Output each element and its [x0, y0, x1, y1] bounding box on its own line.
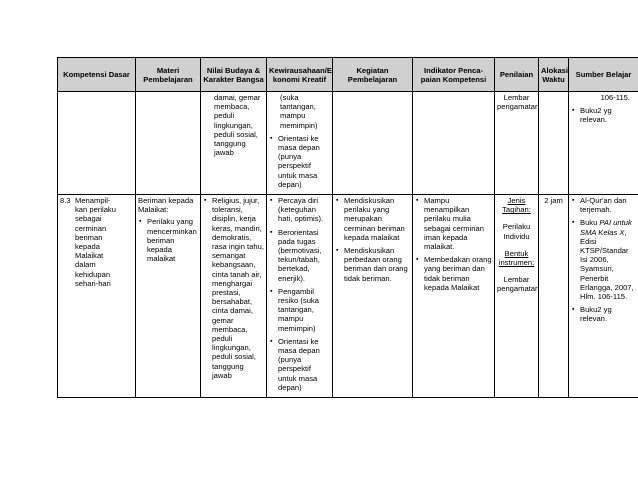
list-item: ▪ Mendiskusikan perilaku yang merupakan cerminan beriman kepada malaikat: [344, 196, 410, 242]
sumber-list: [571, 196, 636, 324]
row1-nilai-cell: [201, 92, 267, 195]
header-indikator: Indikator Penca-paian Kompetensi: [413, 58, 495, 92]
list-item: ▪ Membedakan orang yang beriman dan tidak beriman kepada Malaikat: [424, 255, 492, 292]
alokasi-value: 2 jam: [544, 196, 563, 206]
penilaian-jenis-label: Jenis Tagihan:: [502, 196, 531, 215]
list-item: [580, 218, 636, 301]
sumber-buku-rest: , Edisi KTSP/Standar Isi 2006, Syamsuri, Penerbit Erlangga, 2007, Hlm. 106-115.: [580, 227, 634, 302]
header-penilaian: Penilaian: [495, 58, 539, 92]
list-item: ▪ Percaya diri (keteguhan hati, optimis).: [278, 196, 330, 224]
list-item: ▪ Pengambil resiko (suka tantangan, mampu memimpin): [278, 287, 330, 333]
penilaian-jenis-value: Perilaku Individu: [502, 222, 531, 241]
row2-nilai-cell: [201, 195, 267, 398]
header-materi: Materi Pembelajaran: [136, 58, 201, 92]
nilai-list: [203, 196, 264, 380]
row2-indikator-cell: [413, 195, 495, 398]
list-item: ▪ Mampu menampilkan perilaku mulia sebagai cerminan iman kepada malaikat.: [424, 196, 492, 251]
row1-kewirausahaan-cell: [267, 92, 333, 195]
table-row: [58, 195, 638, 398]
list-item: ▪ Buku2 yg relevan.: [580, 106, 636, 124]
row1-alokasi-cell: [539, 92, 569, 195]
kegiatan-list: [335, 196, 410, 283]
list-item: ▪ Berorientasi pada tugas (bermotivasi, tekun/tabah, bertekad, enerjik).: [278, 228, 330, 283]
list-item: ▪ Orientasi ke masa depan (punya perspektif untuk masa depan): [278, 337, 330, 392]
kewirausahaan-list: [269, 196, 330, 392]
row1-kegiatan-cell: [333, 92, 413, 195]
header-row: [58, 58, 638, 92]
materi-list: [138, 217, 198, 263]
row2-kewirausahaan-cell: [267, 195, 333, 398]
list-item: ▪ Al-Qur'an dan terjemah.: [580, 196, 636, 214]
row1-kd-cell: [58, 92, 136, 195]
indikator-list: [415, 196, 492, 292]
row1-sumber-list: [571, 106, 636, 124]
row2-sumber-cell: [569, 195, 638, 398]
row1-penilaian-cell: [495, 92, 539, 195]
silabus-table: [57, 57, 638, 398]
row1-sumber-cell: [569, 92, 638, 195]
row1-penilaian-text: Lembar pengamatan: [497, 93, 540, 112]
list-item: ▪ Perilaku yang mencerminkan beriman kepada malaikat: [147, 217, 198, 263]
list-item: ▪ Buku2 yg relevan.: [580, 305, 636, 323]
kd-text: Menampil-kan perilaku sebagai cerminan beriman kepada Malaikat dalam kehidupan sehari-hari: [75, 196, 116, 288]
header-kompetensi-dasar: Kompetensi Dasar: [58, 58, 136, 92]
kd-number: 8.3: [60, 196, 71, 206]
list-item: ▪ Religius, jujur, toleransi, disiplin, kerja keras, mandiri, demokratis, rasa ingin tahu, semangat kebangsaan, cinta tanah air, menghargai prestasi, bersahabat, cinta damai, gemar membaca, peduli lingkungan, peduli sosial, tanggung jawab: [212, 196, 264, 380]
row2-materi-cell: [136, 195, 201, 398]
header-kegiatan: Kegiatan Pembelajaran: [333, 58, 413, 92]
sumber-buku-title: PAI untuk SMA Kelas X: [580, 218, 632, 237]
penilaian-bentuk-label: Bentuk instrumen:: [498, 248, 535, 268]
row1-kewirausahaan-list: [269, 134, 330, 189]
penilaian-bentuk-value: Lembar pengamatan: [497, 275, 540, 294]
list-item: ▪ Mendiskusikan perbedaan orang beriman dan orang tidak beriman.: [344, 246, 410, 283]
sumber-buku-prefix: Buku: [580, 218, 600, 228]
row2-kd-cell: [58, 195, 136, 398]
header-kewirausahaan: Kewirausahaan/E konomi Kreatif: [267, 58, 333, 92]
row2-kegiatan-cell: [333, 195, 413, 398]
row1-indikator-cell: [413, 92, 495, 195]
row1-nilai-text: damai, gemar membaca, peduli lingkungan, peduli sosial, tanggung jawab: [214, 93, 261, 158]
row1-sumber-cont: 106-115.: [600, 93, 630, 102]
materi-title: Beriman kepada Malaikat:: [138, 196, 194, 215]
list-item: ▪ Orientasi ke masa depan (punya perspektif untuk masa depan): [278, 134, 330, 189]
row1-materi-cell: [136, 92, 201, 195]
header-sumber: Sumber Belajar: [569, 58, 638, 92]
row2-alokasi-cell: [539, 195, 569, 398]
header-alokasi: Alokasi Waktu: [539, 58, 569, 92]
table-row: [58, 92, 638, 195]
header-nilai: Nilai Budaya & Karakter Bangsa: [201, 58, 267, 92]
row2-penilaian-cell: [495, 195, 539, 398]
row1-kewirausahaan-cont: (suka tantangan, mampu memimpin): [280, 93, 318, 130]
